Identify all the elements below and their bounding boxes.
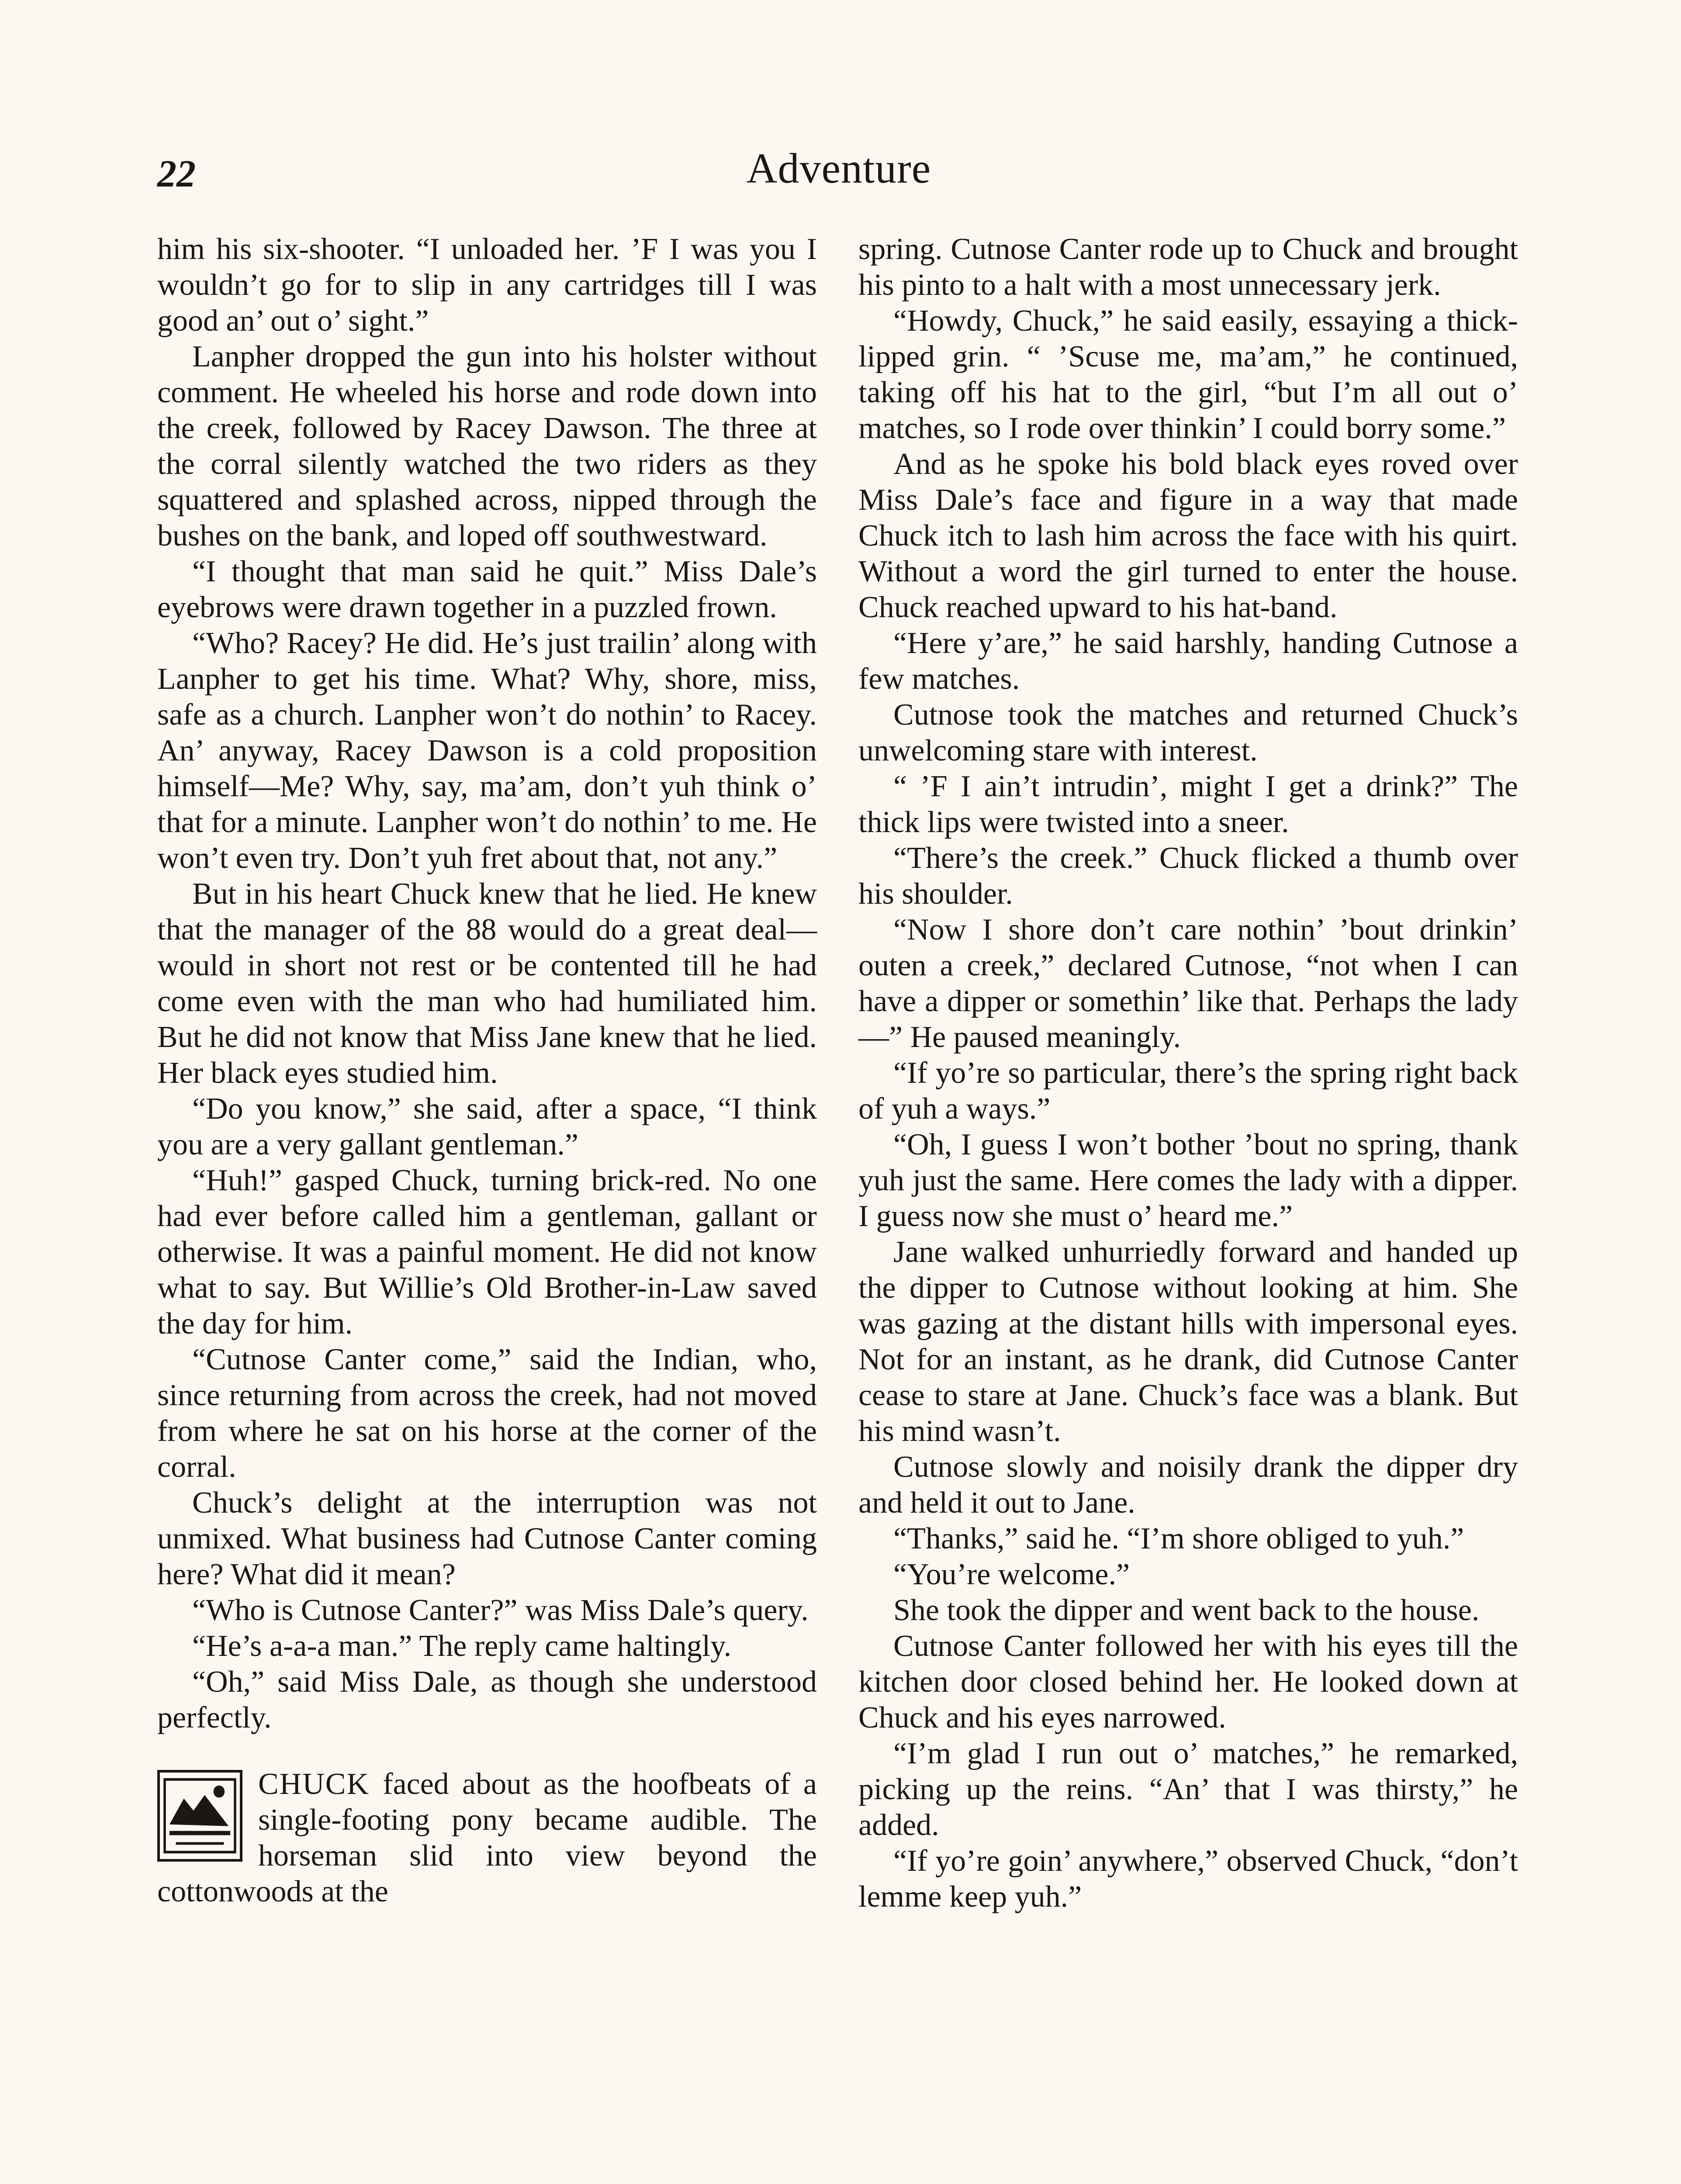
- body-paragraph: Jane walked unhurriedly forward and handed up the dipper to Cutnose without looking at him. She was gazing at the distant hills with impersonal eyes. Not for an instant, as he drank, did Cutnose Canter cease to stare at Jane. Chuck’s face was a blank. But his mind wasn’t.: [858, 1235, 1518, 1448]
- section-break: [157, 1736, 817, 1766]
- body-paragraph: Lanpher dropped the gun into his holster without comment. He wheeled his horse and rode down into the creek, followed by Racey Dawson. The three at the corral silently watched the two riders as they squattered and splashed across, nipped through the bushes on the bank, and loped off southwestward.: [157, 340, 817, 553]
- body-paragraph: “Oh, I guess I won’t bother ’bout no spring, thank yuh just the same. Here comes the lady with a dipper. I guess now she must o’ heard me.”: [858, 1128, 1518, 1233]
- body-paragraph: “There’s the creek.” Chuck flicked a thumb over his shoulder.: [858, 841, 1518, 911]
- body-paragraph: “I thought that man said he quit.” Miss Dale’s eyebrows were drawn together in a puzzled frown.: [157, 555, 817, 624]
- section-opening-paragraph: [157, 1766, 817, 1910]
- body-paragraph: Cutnose Canter followed her with his eyes till the kitchen door closed behind her. He looked down at Chuck and his eyes narrowed.: [858, 1629, 1518, 1735]
- body-paragraph: “I’m glad I run out o’ matches,” he remarked, picking up the reins. “An’ that I was thirsty,” he added.: [858, 1737, 1518, 1842]
- body-paragraph: him his six-shooter. “I unloaded her. ’F I was you I wouldn’t go for to slip in any cartridges till I was good an’ out o’ sight.”: [157, 232, 817, 338]
- body-paragraph: “Oh,” said Miss Dale, as though she understood perfectly.: [157, 1665, 817, 1735]
- body-paragraph: “If yo’re goin’ anywhere,” observed Chuck, “don’t lemme keep yuh.”: [858, 1844, 1518, 1914]
- body-paragraph: “Cutnose Canter come,” said the Indian, who, since returning from across the creek, had not moved from where he sat on his horse at the corner of the corral.: [157, 1343, 817, 1484]
- section-opening-text: faced about as the hoofbeats of a single-footing pony became audible. The horseman slid into view beyond the cottonwoods at the: [157, 1767, 817, 1908]
- body-paragraph: Chuck’s delight at the interruption was not unmixed. What business had Cutnose Canter coming here? What did it mean?: [157, 1486, 817, 1591]
- body-paragraph: “He’s a-a-a man.” The reply came haltingly.: [192, 1629, 732, 1663]
- body-paragraph: “If yo’re so particular, there’s the spring right back of yuh a ways.”: [858, 1056, 1518, 1126]
- body-paragraph: She took the dipper and went back to the house.: [893, 1593, 1480, 1627]
- section-lead-word: CHUCK: [258, 1767, 370, 1801]
- right-paragraphs: [858, 232, 1518, 1915]
- left-paragraphs: [157, 232, 817, 1736]
- text-column-right: [858, 232, 1518, 1915]
- body-paragraph: But in his heart Chuck knew that he lied. He knew that the manager of the 88 would do a great deal—would in short not rest or be contented till he had come even with the man who had humiliated him. But he did not know that Miss Jane knew that he lied. Her black eyes studied him.: [157, 877, 817, 1090]
- body-paragraph: And as he spoke his bold black eyes roved over Miss Dale’s face and figure in a way that made Chuck itch to lash him across the face with his quirt. Without a word the girl turned to enter the house. Chuck reached upward to his hat-band.: [858, 447, 1518, 624]
- body-paragraph: “Howdy, Chuck,” he said easily, essaying a thick-lipped grin. “ ’Scuse me, ma’am,” he continued, taking off his hat to the girl, “but I’m all out o’ matches, so I rode over thinkin’ I could borry some.”: [858, 304, 1518, 445]
- body-paragraph: Cutnose took the matches and returned Chuck’s unwelcoming stare with interest.: [858, 698, 1518, 767]
- body-paragraph: spring. Cutnose Canter rode up to Chuck and brought his pinto to a halt with a most unnecessary jerk.: [858, 232, 1518, 302]
- ornament-icon: [157, 1770, 242, 1862]
- body-paragraph: Cutnose slowly and noisily drank the dipper dry and held it out to Jane.: [858, 1450, 1518, 1520]
- body-paragraph: “Thanks,” said he. “I’m shore obliged to yuh.”: [893, 1522, 1464, 1555]
- body-paragraph: “Huh!” gasped Chuck, turning brick-red. No one had ever before called him a gentleman, gallant or otherwise. It was a painful moment. He did not know what to say. But Willie’s Old Brother-in-Law saved the day for him.: [157, 1164, 817, 1341]
- page-number: 22: [157, 153, 196, 195]
- body-paragraph: “You’re welcome.”: [893, 1558, 1130, 1591]
- magazine-title: Adventure: [746, 145, 931, 192]
- body-paragraph: “Do you know,” she said, after a space, “I think you are a very gallant gentleman.”: [157, 1092, 817, 1161]
- body-paragraph: “Here y’are,” he said harshly, handing Cutnose a few matches.: [858, 626, 1518, 696]
- page-header: [157, 144, 1520, 205]
- body-paragraph: “Now I shore don’t care nothin’ ’bout drinkin’ outen a creek,” declared Cutnose, “not when I can have a dipper or somethin’ like that. Perhaps the lady—” He paused meaningly.: [858, 913, 1518, 1054]
- body-paragraph: “ ’F I ain’t intrudin’, might I get a drink?” The thick lips were twisted into a sneer.: [858, 770, 1518, 839]
- body-paragraph: “Who? Racey? He did. He’s just trailin’ along with Lanpher to get his time. What? Why, shore, miss, safe as a church. Lanpher won’t do nothin’ to Racey. An’ anyway, Racey Dawson is a cold proposition himself—Me? Why, say, ma’am, don’t yuh think o’ that for a minute. Lanpher won’t do nothin’ to me. He won’t even try. Don’t yuh fret about that, not any.”: [157, 626, 817, 875]
- text-column-left: [157, 232, 817, 1910]
- body-paragraph: “Who is Cutnose Canter?” was Miss Dale’s query.: [192, 1593, 809, 1627]
